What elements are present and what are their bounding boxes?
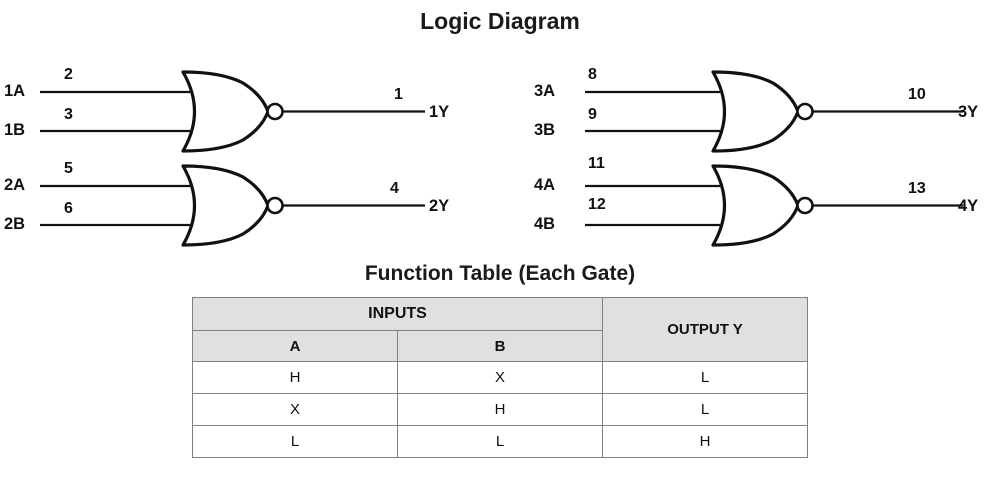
gate-3-output-label: 3Y: [958, 103, 979, 121]
gate-3-input-a-label: 3A: [534, 82, 556, 100]
gate-4-input-a-pin: 11: [588, 155, 605, 172]
page-title: Logic Diagram: [420, 8, 580, 34]
cell-y: L: [603, 394, 808, 426]
cell-y: L: [603, 362, 808, 394]
header-inputs: INPUTS: [193, 298, 603, 331]
gate-4-input-b-pin: 12: [588, 196, 606, 213]
function-table: [192, 297, 808, 458]
function-table-wrapper: [192, 297, 808, 458]
header-col-a: A: [193, 331, 398, 362]
gate-1-input-a-pin: 2: [64, 66, 73, 83]
gate-2-input-a-pin: 5: [64, 160, 73, 177]
header-output-y: OUTPUT Y: [603, 298, 808, 362]
gate-3-input-a-pin: 8: [588, 66, 597, 83]
header-col-b: B: [398, 331, 603, 362]
gate-2-input-b-label: 2B: [4, 215, 26, 233]
gate-2-output-label: 2Y: [429, 197, 450, 215]
table-header-row-group: [193, 298, 808, 331]
gate-4-output-pin: 13: [908, 180, 926, 197]
gate-2-output-pin: 4: [390, 180, 399, 197]
cell-b: L: [398, 426, 603, 458]
gate-1-symbol: [0, 48, 500, 253]
logic-diagram: [0, 48, 1000, 253]
table-row: [193, 426, 808, 458]
cell-a: X: [193, 394, 398, 426]
function-table-title: Function Table (Each Gate): [364, 262, 636, 285]
gate-1-output-label: 1Y: [429, 103, 450, 121]
cell-b: H: [398, 394, 603, 426]
gate-2-input-b-pin: 6: [64, 200, 73, 217]
gate-3-input-b-label: 3B: [534, 121, 556, 139]
gate-4-output-label: 4Y: [958, 197, 979, 215]
gate-1-input-b-pin: 3: [64, 106, 73, 123]
table-row: [193, 362, 808, 394]
gate-4-input-a-label: 4A: [534, 176, 556, 194]
gate-1-input-b-label: 1B: [4, 121, 26, 139]
gate-1-output-pin: 1: [394, 86, 403, 103]
gate-2-input-a-label: 2A: [4, 176, 26, 194]
cell-a: H: [193, 362, 398, 394]
gate-3-and-4-symbols: [500, 48, 1000, 253]
cell-y: H: [603, 426, 808, 458]
gate-1-input-a-label: 1A: [4, 82, 26, 100]
table-row: [193, 394, 808, 426]
gate-3-input-b-pin: 9: [588, 106, 597, 123]
cell-a: L: [193, 426, 398, 458]
cell-b: X: [398, 362, 603, 394]
gate-3-output-pin: 10: [908, 86, 926, 103]
gate-4-input-b-label: 4B: [534, 215, 556, 233]
